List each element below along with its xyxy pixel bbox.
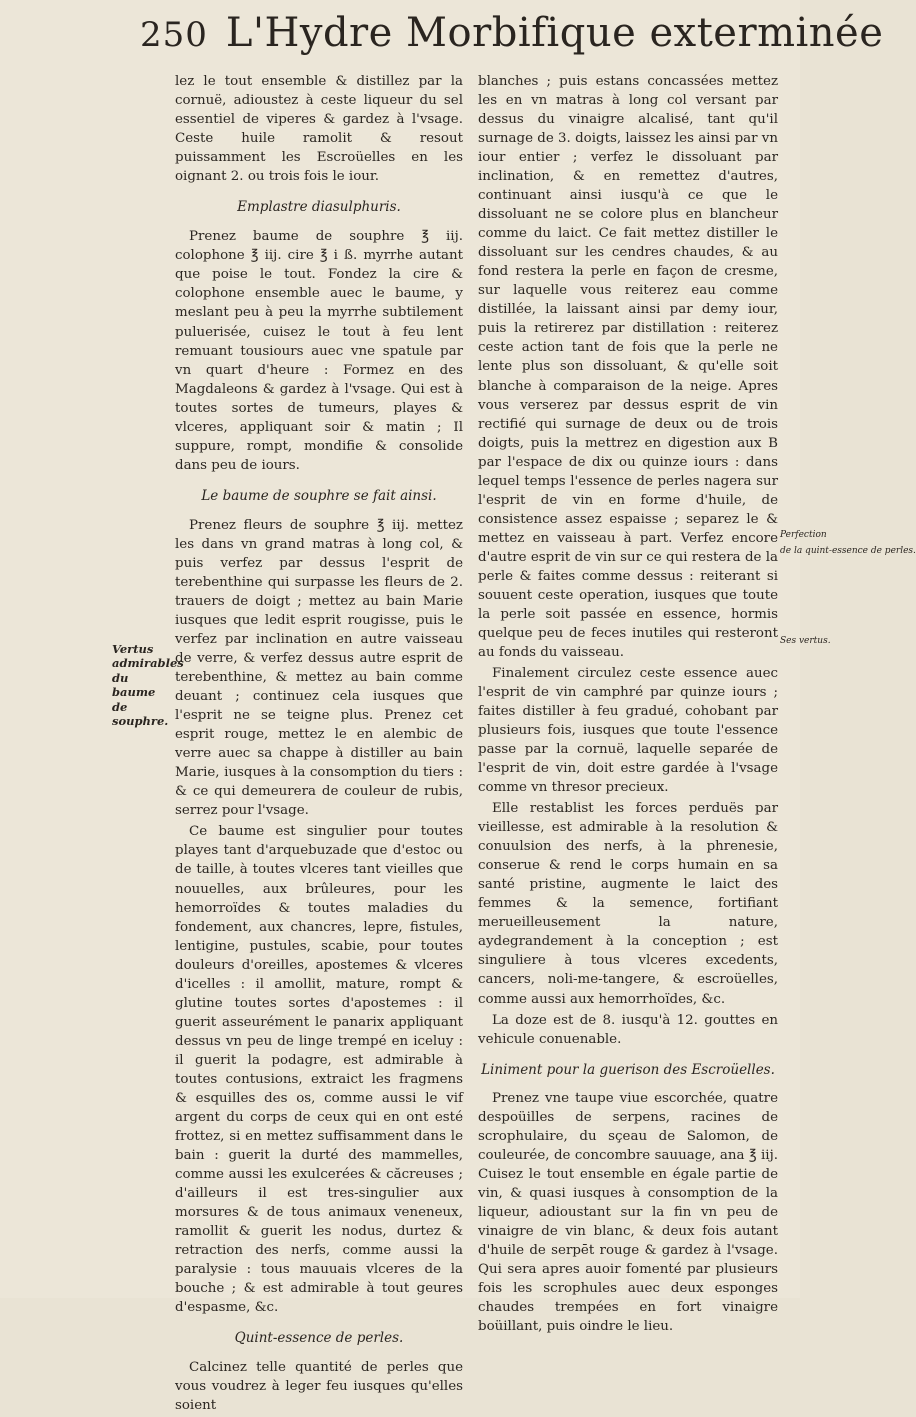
section-heading: Quint-essence de perles. (234, 1330, 404, 1347)
paragraph: blanches ; puis estans concassées mettez les en vn matras à long col versant par dessus du vinaigre alcalisé, tant qu'il surnage de 3. doigts, laissez les ainsi par vn iour entier ; verfez le dissoluant par inclination, & en remettez d'autres, continuant ainsi iusqu'à ce que le dissoluant ne se colore plus en blancheur comme du laict. Ce fait mettez distiller le dissoluant sur les cendres chaudes, & au fond restera la perle en façon de cresme, sur laquelle vous reiterez eau comme distillée, la laissant ainsi par demy iour, puis la retirerez par distillation : reiterez ceste action tant de fois que la perle ne lente plus son dissoluant, & qu'elle soit blanche à comparaison de la neige. Apres vous verserez par dessus esprit de vin rectifié qui surnage de deux ou de trois doigts, puis la mettrez en digestion aux B par l'espace de dix ou quinze iours : dans lequel temps l'essence de perles nagera sur l'esprit de vin en forme d'huile, de consistence assez espaisse ; separez le & mettez en vaisseau à part. Verfez encore d'autre esprit de vin sur ce qui restera de la perle & faites comme dessus : reiterant si souuent ceste operation, iusques que toute la perle soit passée en essence, hormis quelque peu de feces inutiles qui resteront au fonds du vaisseau. (478, 74, 778, 660)
right-column (478, 72, 778, 1338)
margin-note: Vertus admirables du baume de souphre. (112, 642, 184, 728)
paragraph: La doze est de 8. iusqu'à 12. gouttes en vehicule conuenable. (478, 1012, 778, 1047)
section-heading: Le baume de souphre se fait ainsi. (201, 487, 437, 504)
running-title: L'Hydre Morbifique exterminée (225, 10, 884, 56)
page-number: 250 (140, 15, 208, 55)
left-column (175, 72, 463, 1417)
paragraph: Prenez fleurs de souphre ℥ iij. mettez les dans vn grand matras à long col, & puis verfez par dessus l'esprit de terebenthine qui surpasse les fleurs de 2. trauers de doigt ; mettez au bain Marie iusques que ledit esprit rougisse, puis le verfez par inclination en autre vaisseau de verre, & verfez dessus autre esprit de terebenthine, & mettez au bain comme deuant ; continuez cela iusques que l'esprit ne se teigne plus. Prenez cet esprit rouge, mettez le en alembic de verre auec sa chappe à distiller au bain Marie, iusques à la consomption du tiers : & ce qui demeurera de couleur de rubis, serrez pour l'vsage. (175, 517, 463, 819)
page-header (140, 10, 884, 56)
section-heading: Liniment pour la guerison des Escroüelles. (481, 1061, 775, 1078)
paragraph: Finalement circulez ceste essence auec l'esprit de vin camphré par quinze iours ; faites distiller à feu gradué, cohobant par plusieurs fois, iusques que toute l'essence passe par la cornuë, laquelle separée de l'esprit de vin, doit estre gardée à l'vsage comme vn thresor precieux. (478, 665, 778, 796)
paragraph: Prenez baume de souphre ℥ iij. colophone ℥ iij. cire ℥ i ß. myrrhe autant que poise le tout. Fondez la cire & colophone ensemble auec le baume, y meslant peu à peu la myrrhe subtilement puluerisée, cuisez le tout à feu lent remuant tousiours auec vne spatule par vn quart d'heure : Formez en des Magdaleons & gardez à l'vsage. Qui est à toutes sortes de tumeurs, playes & vlceres, appliquant soir & matin ; Il suppure, rompt, mondifie & consolide dans peu de iours. (175, 229, 463, 473)
right-margin-note: Ses vertus. (780, 636, 831, 646)
paragraph: Calcinez telle quantité de perles que vous voudrez à leger feu iusques qu'elles soient (175, 1360, 463, 1414)
paragraph: Elle restablist les forces perduës par vieillesse, est admirable à la resolution & conuulsion des nerfs, à la phrenesie, conserue & rend le corps humain en sa santé pristine, augmente le laict des femmes & la semence, fortifiant merueilleusement la nature, aydegrandement à la conception ; est singuliere à tous vlceres excedents, cancers, noli-me-tangere, & escroüelles, comme aussi aux hemorrhoïdes, &c. (478, 801, 778, 1007)
right-margin-note: Perfection (780, 530, 827, 540)
paragraph: Ce baume est singulier pour toutes playes tant d'arquebuzade que d'estoc ou de taille, à toutes vlceres tant vieilles que nouuelles, aux brûleures, pour les hemorroïdes & toutes maladies du fondement, aux chancres, lepre, fistules, lentigine, pustules, scabie, pour toutes douleurs d'oreilles, apostemes & vlceres d'icelles : il amollit, mature, rompt & glutine toutes sortes d'apostemes : il guerit asseurément le panarix appliquant dessus vn peu de linge trempé en iceluy : il guerit la podagre, est admirable à toutes contusions, extraict les fragmens & esquilles des os, comme aussi le vif argent du corps de ceux qui en ont esté frottez, si en mettez suffisamment dans le bain : guerit la durté des mammelles, comme aussi les exulcerées & căcreuses ; d'ailleurs il est tres-singulier aux morsures & de tous animaux veneneux, ramollit & guerit les nodus, durtez & retraction des nerfs, comme aussi la paralysie : tous mauuais vlceres de la bouche ; & est admirable à tout geures d'espasme, &c. (175, 824, 463, 1316)
paragraph: Prenez vne taupe viue escorchée, quatre despoüilles de serpens, racines de scrophulaire, du sçeau de Salomon, de couleurée, de concombre sauuage, ana ℥ iij. Cuisez le tout ensemble en égale partie de vin, & quasi iusques à consomption de la liqueur, adioustant sur la fin vn peu de vinaigre de vin blanc, & deux fois autant d'huile de serpēt rouge & gardez à l'vsage. Qui sera apres auoir fomenté par plusieurs fois les scrophules auec deux esponges chaudes trempées en fort vinaigre boüillant, puis oindre le lieu. (478, 1090, 778, 1335)
right-margin-note: de la quint-essence de perles. (780, 546, 916, 556)
section-heading: Emplastre diasulphuris. (237, 199, 401, 216)
paragraph: lez le tout ensemble & distillez par la cornuë, adioustez à ceste liqueur du sel essentiel de viperes & gardez à l'vsage. Ceste huile ramolit & resout puissamment les Escroüelles en les oignant 2. ou trois fois le iour. (175, 74, 463, 185)
